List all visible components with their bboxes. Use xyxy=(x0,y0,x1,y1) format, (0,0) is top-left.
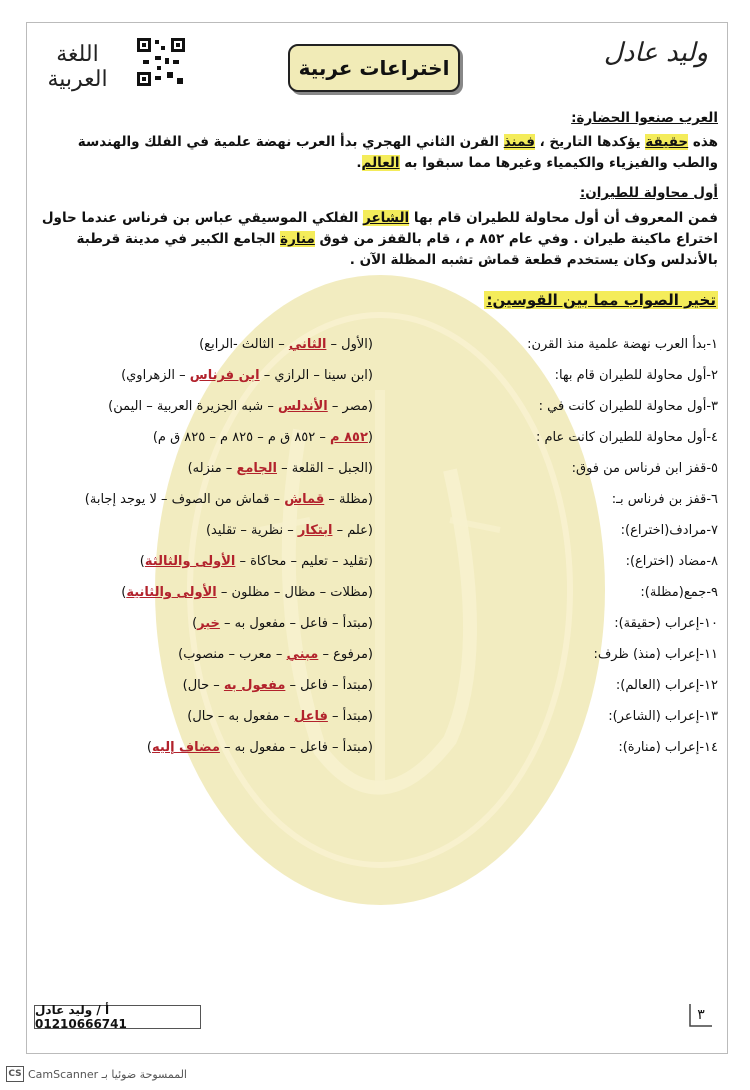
question-text: ١٤-إعراب (منارة): xyxy=(618,740,718,755)
question-options xyxy=(153,430,373,445)
options-pre: (مبتدأ – فاعل – xyxy=(285,678,373,693)
correct-answer: مبني xyxy=(286,647,319,662)
correct-answer: الثاني xyxy=(288,337,327,352)
question-item xyxy=(28,430,718,454)
section2-text-b: الفلكي الموسيقي عباس بن فرناس عندما حاول اختراع ماكينة طيران . وفي عام ٨٥٢ م ، قام بالقفز من فوق xyxy=(41,210,718,247)
options-post: – قماش من الصوف – لا يوجد إجابة) xyxy=(84,492,285,507)
page-header xyxy=(30,28,720,103)
options-pre: (مصر – xyxy=(327,399,373,414)
correct-answer: الأولى والثالثة xyxy=(144,554,236,569)
question-item xyxy=(28,709,718,733)
correct-answer: الأندلس xyxy=(277,399,328,414)
options-pre: (مرفوع – xyxy=(318,647,373,662)
section2-paragraph xyxy=(28,208,718,271)
options-pre: (مبتدأ – فاعل – مفعول به – xyxy=(219,616,373,631)
keyword-haqiqa: حقيقة xyxy=(645,134,689,150)
question-text: ٦-قفز بن فرناس بـ: xyxy=(611,492,718,507)
section1-text-a: هذه xyxy=(688,134,718,150)
page-number xyxy=(686,1000,716,1030)
section1-paragraph xyxy=(28,132,718,174)
section1-heading-text: العرب صنعوا الحضارة: xyxy=(571,110,718,126)
question-text: ١٠-إعراب (حقيقة): xyxy=(614,616,718,631)
correct-answer: مضاف إليه xyxy=(152,740,220,755)
question-item xyxy=(28,554,718,578)
question-text: ١٣-إعراب (الشاعر): xyxy=(608,709,718,724)
options-post: – شبه الجزيرة العربية – اليمن) xyxy=(108,399,278,414)
question-options xyxy=(183,678,373,693)
correct-answer: ابن فرناس xyxy=(189,368,260,383)
author-signature: وليد عادل xyxy=(603,38,708,68)
question-item xyxy=(28,492,718,516)
options-post: – ٨٥٢ ق م – ٨٢٥ م – ٨٢٥ ق م) xyxy=(152,430,331,445)
question-item xyxy=(28,647,718,671)
options-post: – مفعول به – حال) xyxy=(187,709,295,724)
options-post: – معرب – منصوب) xyxy=(178,647,287,662)
question-text: ٩-جمع(مظلة): xyxy=(640,585,718,600)
qr-code-icon xyxy=(135,36,187,88)
keyword-alalam: العالم xyxy=(361,155,400,171)
options-post: ) xyxy=(146,740,152,755)
correct-answer: مفعول به xyxy=(223,678,286,693)
question-text: ١٢-إعراب (العالم): xyxy=(615,678,718,693)
options-post: – حال) xyxy=(182,678,224,693)
options-post: – نظرية – تقليد) xyxy=(205,523,298,538)
question-item xyxy=(28,368,718,392)
options-pre: (الأول – xyxy=(326,337,373,352)
options-post: ) xyxy=(192,616,198,631)
question-options xyxy=(206,523,373,538)
question-options xyxy=(199,337,373,352)
options-pre: (مبتدأ – xyxy=(327,709,373,724)
arabic-language-logo: اللغة العربية xyxy=(47,42,108,92)
options-post: ) xyxy=(121,585,127,600)
section2-text-a: فمن المعروف أن أول محاولة للطيران قام بها xyxy=(409,210,718,226)
question-options xyxy=(140,554,373,569)
question-text: ١١-إعراب (منذ) ظرف: xyxy=(593,647,718,662)
correct-answer: الجامع xyxy=(236,461,277,476)
page-number-text: ٣ xyxy=(697,1007,705,1023)
section2-text-c: الجامع الكبير في مدينة قرطبة بالأندلس وكان يستخدم قطعة قماش تشبه المظلة الآن . xyxy=(76,231,718,268)
question-options xyxy=(187,709,373,724)
question-options xyxy=(188,461,373,476)
question-item xyxy=(28,616,718,640)
question-text: ١-بدأ العرب نهضة علمية منذ القرن: xyxy=(527,337,718,352)
section2-heading-text: أول محاولة للطيران: xyxy=(579,185,718,201)
keyword-mundhu: فمنذ xyxy=(503,134,535,150)
options-pre: (مظلة – xyxy=(324,492,373,507)
page-title: اختراعات عربية xyxy=(288,44,460,92)
question-options xyxy=(147,740,373,755)
correct-answer: ابتكار xyxy=(297,523,333,538)
question-options xyxy=(121,585,373,600)
options-pre: (مبتدأ – فاعل – مفعول به – xyxy=(219,740,373,755)
camscanner-icon: CS xyxy=(6,1066,24,1082)
correct-answer: فاعل xyxy=(294,709,328,724)
options-pre: (علم – xyxy=(332,523,373,538)
options-pre: (تقليد – تعليم – محاكاة – xyxy=(235,554,373,569)
correct-answer: ٨٥٢ م xyxy=(330,430,368,445)
section1-text-d: . xyxy=(356,155,362,171)
scanner-text: CamScanner الممسوحة ضوئيا بـ xyxy=(28,1067,187,1081)
options-pre: (مظلات – مظال – مظلون – xyxy=(216,585,373,600)
keyword-manara: منارة xyxy=(280,231,315,247)
options-post: – الزهراوي) xyxy=(121,368,190,383)
options-post: – الثالث -الرابع) xyxy=(199,337,289,352)
question-text: ٧-مرادف(اختراع): xyxy=(620,523,718,538)
question-text: ٨-مضاد (اختراع): xyxy=(625,554,718,569)
question-item xyxy=(28,678,718,702)
question-options xyxy=(121,368,373,383)
section1-heading xyxy=(28,108,718,129)
question-item xyxy=(28,461,718,485)
correct-answer: خبر xyxy=(197,616,220,631)
question-item xyxy=(28,585,718,609)
question-text: ٤-أول محاولة للطيران كانت عام : xyxy=(535,430,718,445)
question-text: ٢-أول محاولة للطيران قام بها: xyxy=(554,368,718,383)
options-post: ) xyxy=(139,554,145,569)
author-contact-box xyxy=(34,1005,201,1029)
exercise-heading xyxy=(28,290,718,312)
section2-heading xyxy=(28,183,718,204)
question-item xyxy=(28,337,718,361)
question-item xyxy=(28,523,718,547)
options-post: – منزله) xyxy=(187,461,237,476)
options-pre: (ابن سينا – الرازي – xyxy=(259,368,373,383)
correct-answer: الأولى والثانية xyxy=(126,585,217,600)
keyword-alshaer: الشاعر xyxy=(363,210,410,226)
scanner-watermark xyxy=(6,1064,266,1084)
section1-text-b: يؤكدها التاريخ ، xyxy=(534,134,646,150)
question-text: ٣-أول محاولة للطيران كانت في : xyxy=(538,399,718,414)
question-options xyxy=(192,616,373,631)
exercise-title: تخير الصواب مما بين القوسين: xyxy=(486,291,716,309)
question-options xyxy=(108,399,373,414)
question-options xyxy=(178,647,373,662)
options-pre: ( xyxy=(367,430,373,445)
author-contact: أ / وليد عادل 01210666741 xyxy=(35,1003,127,1031)
question-item xyxy=(28,399,718,423)
question-text: ٥-قفز ابن فرناس من فوق: xyxy=(571,461,718,476)
section1-text-c: القرن الثاني الهجري بدأ العرب نهضة علمية في الفلك والهندسة والطب والفيزياء والكيمياء وغيرها مما سبقوا به xyxy=(77,134,718,171)
question-item xyxy=(28,740,718,764)
question-options xyxy=(85,492,373,507)
options-pre: (الجبل – القلعة – xyxy=(276,461,373,476)
correct-answer: قماش xyxy=(284,492,325,507)
